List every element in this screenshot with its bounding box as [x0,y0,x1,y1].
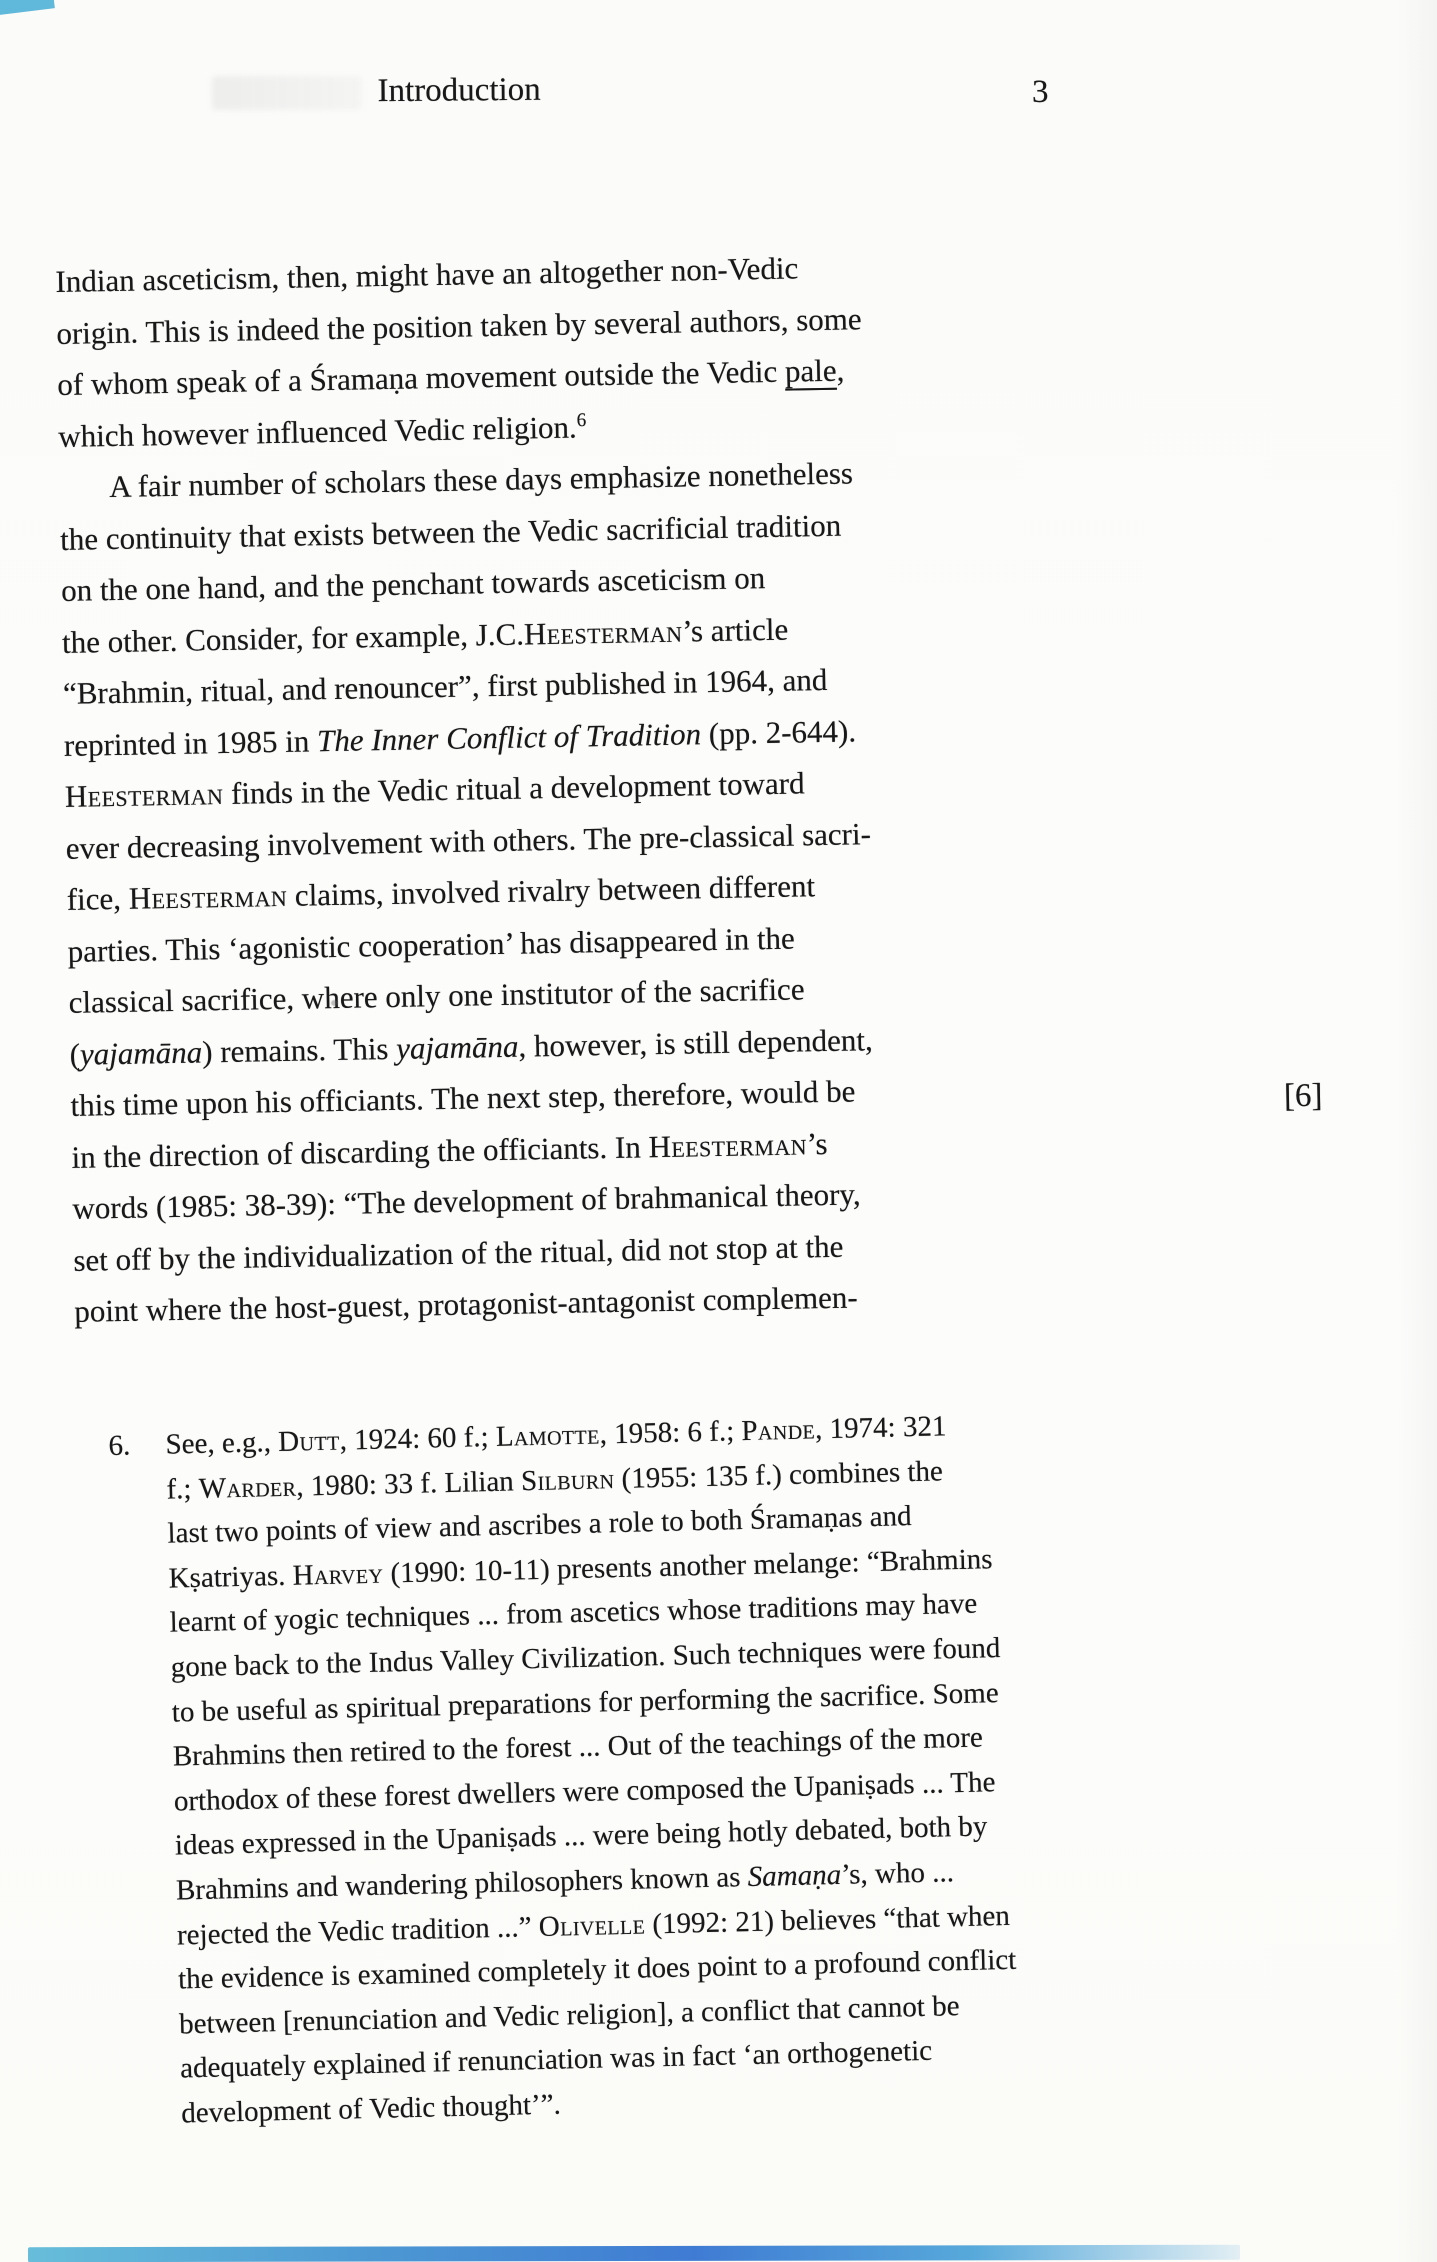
text-segment: which however influenced Vedic religion. [57,408,578,454]
text-segment: Brahmins then retired to the forest ... Out of the teachings of the more [172,1721,984,1773]
text-segment: Dutt [277,1424,341,1458]
bottom-edge-artifact [28,2245,1240,2262]
text-segment: on the one hand, and the penchant towards asceticism on [60,560,766,608]
text-segment: finds in the Vedic ritual a development toward [222,765,805,812]
text-segment: reprinted in 1985 in [63,722,318,763]
text-segment: ’s [806,1125,828,1161]
text-segment: this time upon his officiants. The next step, therefore, would be [70,1073,856,1123]
text-segment: ever decreasing involvement with others. The pre-classical sacri- [65,815,872,866]
text-segment: rejected the Vedic tradition ...” [176,1910,540,1952]
body-text [55,241,883,1337]
paragraph [55,241,867,462]
text-segment: 6 [576,409,587,431]
text-segment: between [renunciation and Vedic religion], a conflict that cannot be [178,1989,960,2041]
text-segment: “Brahmin, ritual, and renouncer”, first published in 1964, and [62,661,828,711]
text-segment: set off by the individualization of the ritual, did not stop at the [73,1228,844,1278]
text-segment: Heesterman [523,613,683,651]
text-segment: The Inner Conflict of Tradition [316,715,702,758]
text-segment: orthodox of these forest dwellers were composed the Upaniṣads ... The [173,1765,996,1818]
text-segment: the evidence is examined completely it does point to a profound conflict [177,1943,1017,1996]
text-segment: in the direction of discarding the officiants. In [71,1128,649,1175]
text-segment: learnt of yogic techniques ... from ascetics whose traditions may have [169,1587,978,1639]
margin-note: [6] [1283,1077,1323,1115]
paragraphs-container [55,241,883,1337]
text-segment: Lamotte [495,1418,601,1453]
text-segment: , 1924: 60 f.; [339,1420,497,1457]
text-segment: Warder [198,1470,297,1505]
text-segment: classical sacrifice, where only one institutor of the sacrifice [68,971,805,1020]
text-segment: Kṣatriyas. [168,1559,294,1595]
text-segment: Harvey [292,1557,384,1592]
text-segment: (1990: 10-11) presents another melange: “Brahmins [382,1542,993,1590]
text-segment: pale [784,352,837,389]
text-segment: (1955: 135 f.) combines the [613,1454,944,1495]
text-segment: Heesterman [648,1125,808,1164]
text-segment: point where the host-guest, protagonist-antagonist complemen- [74,1279,858,1329]
text-segment: Indian asceticism, then, might have an altogether non-Vedic [55,250,799,299]
page-title: Introduction [377,71,541,110]
text-segment: the continuity that exists between the Vedic sacrificial tradition [59,507,842,557]
text-segment: Pande [741,1413,816,1448]
text-segment: Heesterman [64,776,224,814]
text-segment: gone back to the Indus Valley Civilization. Such techniques were found [170,1632,1001,1684]
paragraph [59,447,883,1337]
text-segment: ) remains. This [201,1030,397,1069]
text-segment: ideas expressed in the Upaniṣads ... were being hotly debated, both by [174,1810,988,1862]
text-segment: parties. This ‘agonistic cooperation’ has disappeared in the [67,920,796,969]
text-segment: last two points of view and ascribes a role to both Śramaṇas and [167,1500,912,1550]
footnote-number: 6. [108,1429,131,1462]
footnote [108,1397,1254,2137]
text-segment: origin. This is indeed the position taken by several authors, some [56,300,862,351]
text-segment: , however, is still dependent, [518,1021,874,1064]
text-segment: See, e.g., [165,1425,279,1461]
text-segment: ’s article [681,611,789,649]
scan-speck [331,1000,338,1006]
text-segment: Silburn [520,1462,615,1497]
text-segment: A fair number of scholars these days emphasize nonetheless [108,455,854,505]
text-segment: of whom speak of a Śramaṇa movement outside the Vedic [57,353,786,402]
text-segment: fice, [66,880,130,917]
text-segment: to be useful as spiritual preparations for performing the sacrifice. Some [171,1676,1000,1729]
text-segment: the other. Consider, for example, J.C. [61,615,525,660]
corner-edge-artifact [0,0,55,16]
scan-edge-shade [1397,0,1437,2262]
text-segment: Heesterman [128,877,288,916]
text-segment: ( [69,1036,81,1072]
text-segment: , 1980: 33 f. Lilian [295,1464,522,1503]
text-segment: yajamāna [79,1033,203,1072]
text-segment: Brahmins and wandering philosophers known as [175,1860,749,1907]
text-segment: adequately explained if renunciation was in fact ‘an orthogenetic [179,2035,933,2085]
text-segment: Samaṇa [747,1858,842,1893]
text-segment: , 1974: 321 [814,1410,947,1446]
text-segment: yajamāna [395,1028,519,1066]
text-segment: , [836,352,845,388]
text-segment: , 1958: 6 f.; [599,1415,742,1451]
text-segment: ’s, who ... [840,1856,955,1891]
page-number: 3 [1032,74,1049,110]
footnote-text [165,1396,1311,2136]
text-segment: development of Vedic thought’”. [180,2088,562,2130]
text-segment: words (1985: 38-39): “The development of brahmanical theory, [72,1176,861,1226]
text-segment: (1992: 21) believes “that when [644,1899,1011,1941]
text-segment: Olivelle [538,1908,646,1943]
text-segment: (pp. 2-644). [700,712,857,751]
text-segment: claims, involved rivalry between different [286,868,816,913]
text-segment: f.; [166,1472,200,1506]
